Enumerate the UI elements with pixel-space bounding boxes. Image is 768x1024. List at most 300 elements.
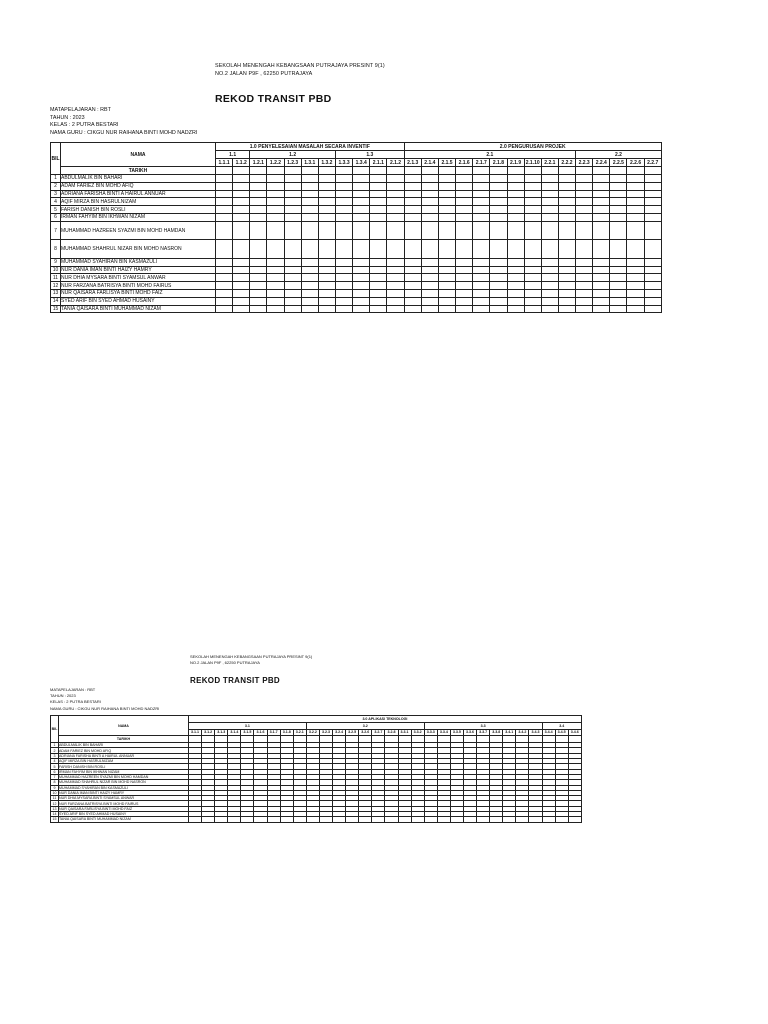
- score-cell[interactable]: [473, 221, 490, 240]
- score-cell[interactable]: [438, 274, 455, 282]
- score-cell[interactable]: [421, 258, 438, 266]
- score-cell[interactable]: [558, 190, 575, 198]
- score-cell[interactable]: [644, 297, 661, 305]
- score-cell[interactable]: [353, 258, 370, 266]
- score-cell[interactable]: [404, 266, 421, 274]
- score-cell[interactable]: [250, 221, 267, 240]
- score-cell[interactable]: [438, 175, 455, 183]
- score-cell[interactable]: [507, 274, 524, 282]
- score-cell[interactable]: [473, 266, 490, 274]
- score-cell[interactable]: [301, 297, 318, 305]
- score-cell[interactable]: [507, 175, 524, 183]
- score-cell[interactable]: [610, 182, 627, 190]
- score-cell[interactable]: [335, 240, 352, 259]
- score-cell[interactable]: [370, 198, 387, 206]
- score-cell[interactable]: [610, 190, 627, 198]
- score-cell[interactable]: [301, 190, 318, 198]
- score-cell[interactable]: [576, 240, 593, 259]
- score-cell[interactable]: [335, 206, 352, 214]
- score-cell[interactable]: [456, 198, 473, 206]
- score-cell[interactable]: [284, 282, 301, 290]
- score-cell[interactable]: [293, 817, 306, 822]
- score-cell[interactable]: [438, 213, 455, 221]
- score-cell[interactable]: [438, 258, 455, 266]
- score-cell[interactable]: [507, 182, 524, 190]
- score-cell[interactable]: [301, 258, 318, 266]
- score-cell[interactable]: [250, 258, 267, 266]
- score-cell[interactable]: [233, 213, 250, 221]
- score-cell[interactable]: [370, 282, 387, 290]
- score-cell[interactable]: [335, 274, 352, 282]
- score-cell[interactable]: [404, 289, 421, 297]
- score-cell[interactable]: [301, 266, 318, 274]
- score-cell[interactable]: [189, 817, 202, 822]
- score-cell[interactable]: [490, 305, 507, 313]
- score-cell[interactable]: [490, 206, 507, 214]
- score-cell[interactable]: [250, 282, 267, 290]
- score-cell[interactable]: [387, 266, 404, 274]
- score-cell[interactable]: [216, 258, 233, 266]
- score-cell[interactable]: [558, 305, 575, 313]
- score-cell[interactable]: [370, 305, 387, 313]
- score-cell[interactable]: [216, 198, 233, 206]
- score-cell[interactable]: [644, 182, 661, 190]
- score-cell[interactable]: [593, 175, 610, 183]
- score-cell[interactable]: [353, 274, 370, 282]
- score-cell[interactable]: [216, 274, 233, 282]
- score-cell[interactable]: [233, 282, 250, 290]
- score-cell[interactable]: [216, 213, 233, 221]
- score-cell[interactable]: [610, 175, 627, 183]
- score-cell[interactable]: [576, 175, 593, 183]
- score-cell[interactable]: [610, 266, 627, 274]
- score-cell[interactable]: [576, 258, 593, 266]
- score-cell[interactable]: [228, 817, 241, 822]
- score-cell[interactable]: [576, 305, 593, 313]
- score-cell[interactable]: [318, 221, 335, 240]
- score-cell[interactable]: [576, 213, 593, 221]
- score-cell[interactable]: [438, 240, 455, 259]
- score-cell[interactable]: [301, 182, 318, 190]
- score-cell[interactable]: [593, 213, 610, 221]
- score-cell[interactable]: [250, 182, 267, 190]
- score-cell[interactable]: [507, 289, 524, 297]
- score-cell[interactable]: [267, 198, 284, 206]
- score-cell[interactable]: [558, 221, 575, 240]
- score-cell[interactable]: [507, 190, 524, 198]
- score-cell[interactable]: [404, 206, 421, 214]
- score-cell[interactable]: [473, 289, 490, 297]
- score-cell[interactable]: [524, 190, 541, 198]
- score-cell[interactable]: [233, 274, 250, 282]
- score-cell[interactable]: [438, 305, 455, 313]
- score-cell[interactable]: [370, 266, 387, 274]
- score-cell[interactable]: [456, 266, 473, 274]
- score-cell[interactable]: [610, 297, 627, 305]
- score-cell[interactable]: [593, 206, 610, 214]
- score-cell[interactable]: [473, 240, 490, 259]
- score-cell[interactable]: [267, 221, 284, 240]
- score-cell[interactable]: [507, 213, 524, 221]
- score-cell[interactable]: [267, 240, 284, 259]
- score-cell[interactable]: [593, 221, 610, 240]
- score-cell[interactable]: [558, 289, 575, 297]
- score-cell[interactable]: [576, 266, 593, 274]
- score-cell[interactable]: [644, 274, 661, 282]
- score-cell[interactable]: [542, 817, 555, 822]
- score-cell[interactable]: [318, 289, 335, 297]
- score-cell[interactable]: [216, 182, 233, 190]
- score-cell[interactable]: [284, 213, 301, 221]
- score-cell[interactable]: [318, 274, 335, 282]
- score-cell[interactable]: [372, 817, 385, 822]
- score-cell[interactable]: [267, 206, 284, 214]
- score-cell[interactable]: [370, 175, 387, 183]
- score-cell[interactable]: [438, 221, 455, 240]
- score-cell[interactable]: [250, 266, 267, 274]
- score-cell[interactable]: [473, 258, 490, 266]
- score-cell[interactable]: [541, 182, 558, 190]
- score-cell[interactable]: [507, 240, 524, 259]
- score-cell[interactable]: [398, 817, 411, 822]
- score-cell[interactable]: [404, 221, 421, 240]
- score-cell[interactable]: [421, 213, 438, 221]
- score-cell[interactable]: [610, 198, 627, 206]
- score-cell[interactable]: [250, 213, 267, 221]
- score-cell[interactable]: [576, 289, 593, 297]
- score-cell[interactable]: [555, 817, 568, 822]
- score-cell[interactable]: [473, 206, 490, 214]
- score-cell[interactable]: [593, 297, 610, 305]
- score-cell[interactable]: [284, 305, 301, 313]
- score-cell[interactable]: [644, 240, 661, 259]
- score-cell[interactable]: [387, 182, 404, 190]
- score-cell[interactable]: [370, 182, 387, 190]
- score-cell[interactable]: [301, 198, 318, 206]
- score-cell[interactable]: [284, 240, 301, 259]
- score-cell[interactable]: [424, 817, 437, 822]
- score-cell[interactable]: [490, 817, 503, 822]
- score-cell[interactable]: [627, 274, 644, 282]
- score-cell[interactable]: [318, 190, 335, 198]
- score-cell[interactable]: [529, 817, 542, 822]
- score-cell[interactable]: [593, 282, 610, 290]
- score-cell[interactable]: [593, 198, 610, 206]
- score-cell[interactable]: [438, 266, 455, 274]
- score-cell[interactable]: [576, 206, 593, 214]
- score-cell[interactable]: [301, 221, 318, 240]
- score-cell[interactable]: [318, 297, 335, 305]
- score-cell[interactable]: [456, 274, 473, 282]
- score-cell[interactable]: [627, 282, 644, 290]
- score-cell[interactable]: [284, 221, 301, 240]
- score-cell[interactable]: [421, 198, 438, 206]
- score-cell[interactable]: [387, 221, 404, 240]
- score-cell[interactable]: [627, 289, 644, 297]
- score-cell[interactable]: [456, 175, 473, 183]
- score-cell[interactable]: [421, 182, 438, 190]
- score-cell[interactable]: [610, 206, 627, 214]
- score-cell[interactable]: [318, 305, 335, 313]
- score-cell[interactable]: [267, 182, 284, 190]
- score-cell[interactable]: [490, 258, 507, 266]
- score-cell[interactable]: [370, 206, 387, 214]
- score-cell[interactable]: [507, 305, 524, 313]
- score-cell[interactable]: [524, 213, 541, 221]
- score-cell[interactable]: [421, 289, 438, 297]
- score-cell[interactable]: [644, 206, 661, 214]
- score-cell[interactable]: [507, 258, 524, 266]
- score-cell[interactable]: [346, 817, 359, 822]
- score-cell[interactable]: [593, 289, 610, 297]
- score-cell[interactable]: [335, 289, 352, 297]
- score-cell[interactable]: [267, 817, 280, 822]
- score-cell[interactable]: [404, 213, 421, 221]
- score-cell[interactable]: [438, 297, 455, 305]
- score-cell[interactable]: [473, 297, 490, 305]
- score-cell[interactable]: [216, 206, 233, 214]
- score-cell[interactable]: [267, 213, 284, 221]
- score-cell[interactable]: [370, 190, 387, 198]
- score-cell[interactable]: [558, 258, 575, 266]
- score-cell[interactable]: [558, 206, 575, 214]
- score-cell[interactable]: [370, 213, 387, 221]
- score-cell[interactable]: [216, 289, 233, 297]
- score-cell[interactable]: [421, 282, 438, 290]
- score-cell[interactable]: [558, 297, 575, 305]
- score-cell[interactable]: [318, 206, 335, 214]
- score-cell[interactable]: [524, 258, 541, 266]
- score-cell[interactable]: [202, 817, 215, 822]
- score-cell[interactable]: [507, 206, 524, 214]
- score-cell[interactable]: [490, 274, 507, 282]
- score-cell[interactable]: [284, 258, 301, 266]
- score-cell[interactable]: [593, 182, 610, 190]
- score-cell[interactable]: [319, 817, 332, 822]
- score-cell[interactable]: [404, 190, 421, 198]
- score-cell[interactable]: [593, 274, 610, 282]
- score-cell[interactable]: [644, 198, 661, 206]
- score-cell[interactable]: [541, 258, 558, 266]
- score-cell[interactable]: [335, 213, 352, 221]
- score-cell[interactable]: [541, 266, 558, 274]
- score-cell[interactable]: [284, 274, 301, 282]
- score-cell[interactable]: [644, 213, 661, 221]
- score-cell[interactable]: [503, 817, 516, 822]
- score-cell[interactable]: [490, 190, 507, 198]
- score-cell[interactable]: [541, 240, 558, 259]
- score-cell[interactable]: [387, 258, 404, 266]
- score-cell[interactable]: [610, 282, 627, 290]
- score-cell[interactable]: [490, 221, 507, 240]
- score-cell[interactable]: [385, 817, 398, 822]
- score-cell[interactable]: [387, 190, 404, 198]
- score-cell[interactable]: [318, 182, 335, 190]
- score-cell[interactable]: [233, 182, 250, 190]
- score-cell[interactable]: [301, 206, 318, 214]
- score-cell[interactable]: [438, 182, 455, 190]
- score-cell[interactable]: [524, 297, 541, 305]
- score-cell[interactable]: [267, 266, 284, 274]
- score-cell[interactable]: [473, 198, 490, 206]
- score-cell[interactable]: [216, 190, 233, 198]
- score-cell[interactable]: [335, 198, 352, 206]
- score-cell[interactable]: [627, 213, 644, 221]
- score-cell[interactable]: [241, 817, 254, 822]
- score-cell[interactable]: [353, 190, 370, 198]
- score-cell[interactable]: [421, 190, 438, 198]
- score-cell[interactable]: [558, 282, 575, 290]
- score-cell[interactable]: [335, 297, 352, 305]
- score-cell[interactable]: [610, 289, 627, 297]
- score-cell[interactable]: [576, 297, 593, 305]
- score-cell[interactable]: [473, 305, 490, 313]
- score-cell[interactable]: [250, 289, 267, 297]
- score-cell[interactable]: [267, 289, 284, 297]
- score-cell[interactable]: [267, 305, 284, 313]
- score-cell[interactable]: [404, 258, 421, 266]
- score-cell[interactable]: [516, 817, 529, 822]
- score-cell[interactable]: [541, 289, 558, 297]
- score-cell[interactable]: [644, 175, 661, 183]
- score-cell[interactable]: [411, 817, 424, 822]
- score-cell[interactable]: [450, 817, 463, 822]
- score-cell[interactable]: [250, 274, 267, 282]
- score-cell[interactable]: [644, 258, 661, 266]
- score-cell[interactable]: [301, 240, 318, 259]
- score-cell[interactable]: [387, 305, 404, 313]
- score-cell[interactable]: [233, 190, 250, 198]
- score-cell[interactable]: [627, 175, 644, 183]
- score-cell[interactable]: [477, 817, 490, 822]
- score-cell[interactable]: [370, 297, 387, 305]
- score-cell[interactable]: [507, 221, 524, 240]
- score-cell[interactable]: [644, 305, 661, 313]
- score-cell[interactable]: [370, 289, 387, 297]
- score-cell[interactable]: [568, 817, 581, 822]
- score-cell[interactable]: [576, 190, 593, 198]
- score-cell[interactable]: [456, 297, 473, 305]
- score-cell[interactable]: [233, 297, 250, 305]
- score-cell[interactable]: [456, 206, 473, 214]
- score-cell[interactable]: [267, 258, 284, 266]
- score-cell[interactable]: [627, 182, 644, 190]
- score-cell[interactable]: [318, 282, 335, 290]
- score-cell[interactable]: [404, 175, 421, 183]
- score-cell[interactable]: [301, 274, 318, 282]
- score-cell[interactable]: [456, 190, 473, 198]
- score-cell[interactable]: [524, 289, 541, 297]
- score-cell[interactable]: [387, 240, 404, 259]
- score-cell[interactable]: [267, 274, 284, 282]
- score-cell[interactable]: [490, 213, 507, 221]
- score-cell[interactable]: [610, 274, 627, 282]
- score-cell[interactable]: [610, 305, 627, 313]
- score-cell[interactable]: [254, 817, 267, 822]
- score-cell[interactable]: [507, 297, 524, 305]
- score-cell[interactable]: [353, 213, 370, 221]
- score-cell[interactable]: [318, 213, 335, 221]
- score-cell[interactable]: [318, 240, 335, 259]
- score-cell[interactable]: [301, 282, 318, 290]
- score-cell[interactable]: [284, 190, 301, 198]
- score-cell[interactable]: [215, 817, 228, 822]
- score-cell[interactable]: [353, 266, 370, 274]
- score-cell[interactable]: [387, 198, 404, 206]
- score-cell[interactable]: [576, 274, 593, 282]
- score-cell[interactable]: [233, 258, 250, 266]
- score-cell[interactable]: [541, 305, 558, 313]
- score-cell[interactable]: [576, 282, 593, 290]
- score-cell[interactable]: [353, 289, 370, 297]
- score-cell[interactable]: [250, 175, 267, 183]
- score-cell[interactable]: [456, 213, 473, 221]
- score-cell[interactable]: [318, 175, 335, 183]
- score-cell[interactable]: [404, 240, 421, 259]
- score-cell[interactable]: [610, 240, 627, 259]
- score-cell[interactable]: [456, 240, 473, 259]
- score-cell[interactable]: [250, 305, 267, 313]
- score-cell[interactable]: [421, 266, 438, 274]
- score-cell[interactable]: [404, 198, 421, 206]
- score-cell[interactable]: [404, 305, 421, 313]
- score-cell[interactable]: [456, 221, 473, 240]
- score-cell[interactable]: [404, 274, 421, 282]
- score-cell[interactable]: [593, 258, 610, 266]
- score-cell[interactable]: [353, 175, 370, 183]
- score-cell[interactable]: [473, 282, 490, 290]
- score-cell[interactable]: [216, 297, 233, 305]
- score-cell[interactable]: [301, 213, 318, 221]
- score-cell[interactable]: [644, 221, 661, 240]
- score-cell[interactable]: [524, 175, 541, 183]
- score-cell[interactable]: [421, 221, 438, 240]
- score-cell[interactable]: [284, 266, 301, 274]
- score-cell[interactable]: [216, 240, 233, 259]
- score-cell[interactable]: [250, 240, 267, 259]
- score-cell[interactable]: [250, 190, 267, 198]
- score-cell[interactable]: [404, 182, 421, 190]
- score-cell[interactable]: [456, 305, 473, 313]
- score-cell[interactable]: [558, 240, 575, 259]
- score-cell[interactable]: [421, 297, 438, 305]
- score-cell[interactable]: [541, 282, 558, 290]
- score-cell[interactable]: [490, 175, 507, 183]
- score-cell[interactable]: [558, 213, 575, 221]
- score-cell[interactable]: [627, 240, 644, 259]
- score-cell[interactable]: [353, 206, 370, 214]
- score-cell[interactable]: [421, 305, 438, 313]
- score-cell[interactable]: [524, 221, 541, 240]
- score-cell[interactable]: [267, 282, 284, 290]
- score-cell[interactable]: [370, 240, 387, 259]
- score-cell[interactable]: [353, 198, 370, 206]
- score-cell[interactable]: [524, 282, 541, 290]
- score-cell[interactable]: [473, 182, 490, 190]
- score-cell[interactable]: [421, 274, 438, 282]
- score-cell[interactable]: [216, 221, 233, 240]
- score-cell[interactable]: [644, 266, 661, 274]
- score-cell[interactable]: [490, 297, 507, 305]
- score-cell[interactable]: [387, 175, 404, 183]
- score-cell[interactable]: [267, 175, 284, 183]
- score-cell[interactable]: [284, 175, 301, 183]
- score-cell[interactable]: [473, 213, 490, 221]
- score-cell[interactable]: [541, 190, 558, 198]
- score-cell[interactable]: [490, 240, 507, 259]
- score-cell[interactable]: [387, 297, 404, 305]
- score-cell[interactable]: [576, 221, 593, 240]
